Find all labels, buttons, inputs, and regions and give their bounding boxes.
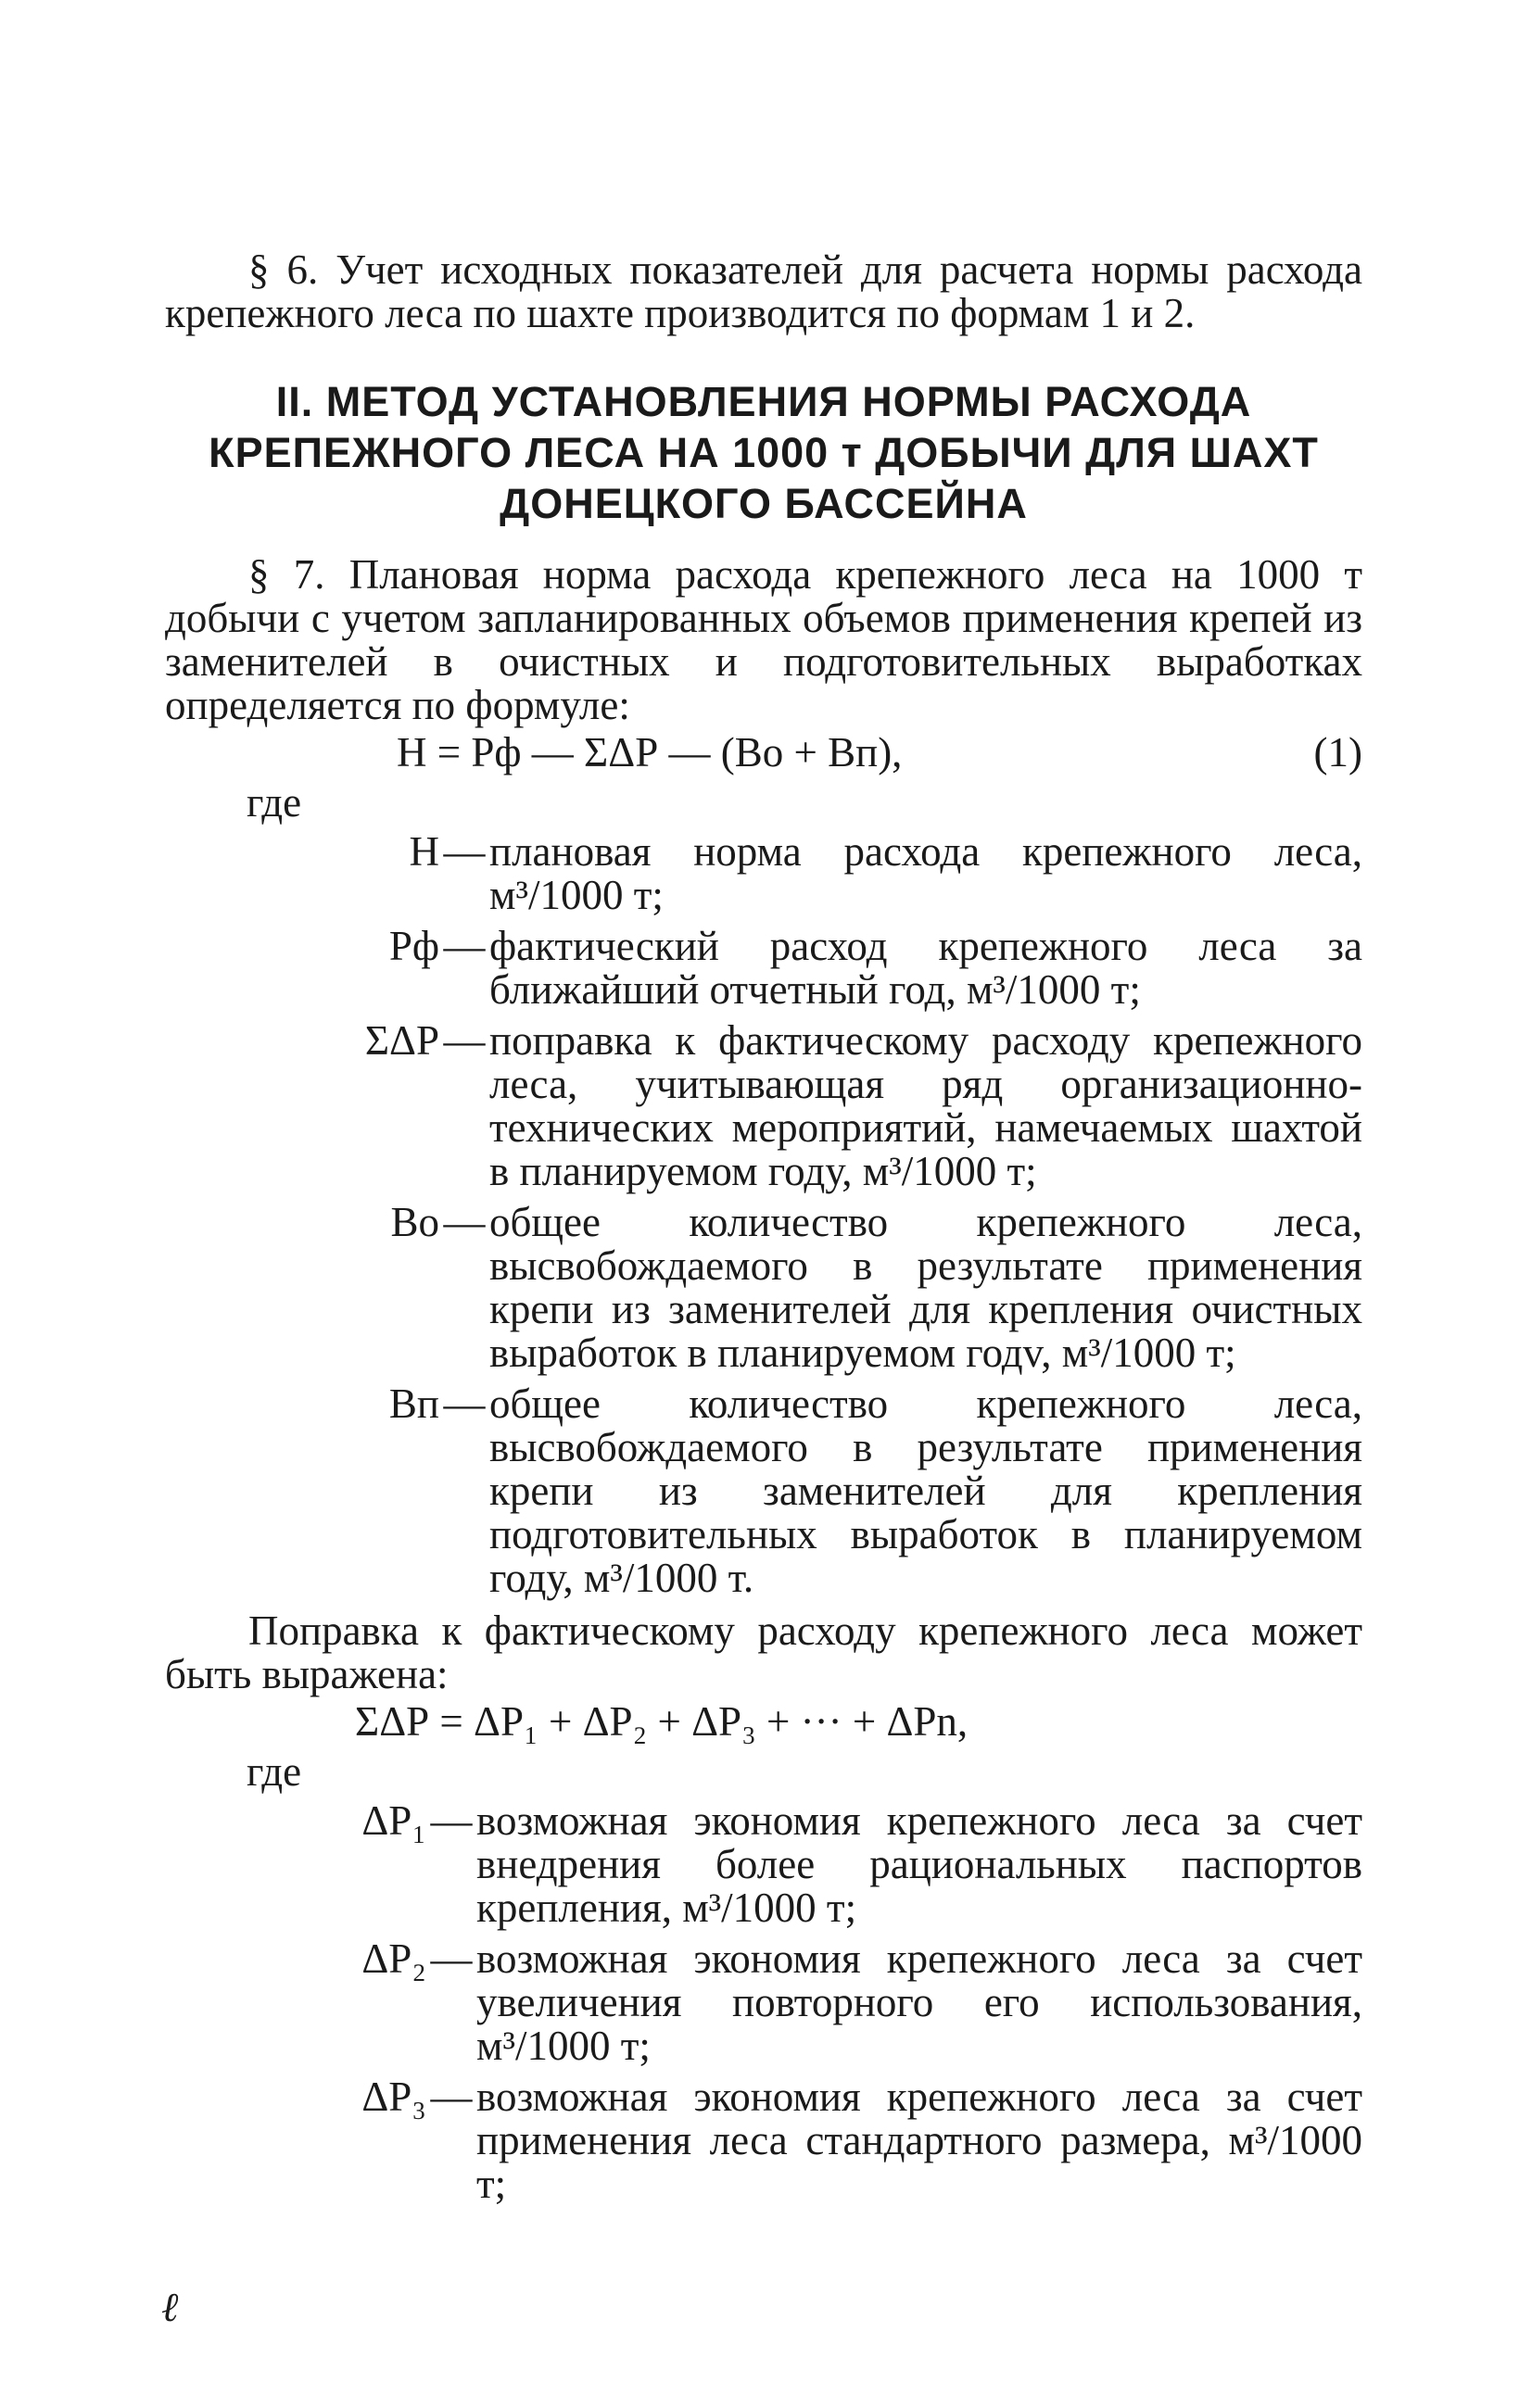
definition-dash: — xyxy=(443,828,486,875)
definition-item xyxy=(165,1201,1362,1375)
heading-line-1: II. МЕТОД УСТАНОВЛЕНИЯ НОРМЫ РАСХОДА xyxy=(275,378,1252,425)
definition-text: фактический расход крепежного леса за ближайший отчетный год, м³/1000 т; xyxy=(489,923,1362,1013)
definition-symbol: Н xyxy=(409,828,439,875)
definition-item xyxy=(165,1937,1362,2068)
definitions-list-2 xyxy=(165,1799,1362,2206)
where-label-1: где xyxy=(247,779,302,826)
formula-1-expression: Н = Рф — ΣΔР — (Во + Вп), xyxy=(397,729,903,775)
formula-2-expression: ΣΔР = ΔР₁ + ΔР₂ + ΔР₃ + ··· + ΔРn, xyxy=(355,1698,969,1745)
definition-dash: — xyxy=(443,1381,486,1427)
document-page xyxy=(165,248,1362,2213)
definition-dash: — xyxy=(430,2074,473,2120)
definition-dash: — xyxy=(443,1199,486,1245)
section-6-paragraph: § 6. Учет исходных показателей для расчета нормы расхода крепежного леса по шахте производится по формам 1 и 2. xyxy=(165,246,1362,336)
definition-symbol: Во xyxy=(390,1199,439,1245)
definition-item xyxy=(165,925,1362,1012)
definition-dash: — xyxy=(430,1935,473,1982)
heading-line-2: КРЕПЕЖНОГО ЛЕСА НА 1000 т ДОБЫЧИ ДЛЯ ШАХТ xyxy=(209,429,1319,476)
correction-paragraph: Поправка к фактическому расходу крепежного леса может быть выражена: xyxy=(165,1607,1362,1697)
definition-text: поправка к фактическому расходу крепежного леса, учитывающая ряд организационно-технических мероприятий, намечаемых шахтой в планируемом году, м³/1000 т; xyxy=(489,1017,1362,1194)
definition-symbol: ΔР₂ xyxy=(361,1935,426,1982)
definition-item xyxy=(165,1799,1362,1930)
definition-text: возможная экономия крепежного леса за счет применения леса стандартного размера, м³/1000 т; xyxy=(476,2074,1362,2207)
definition-item xyxy=(165,1019,1362,1193)
page-mark: ℓ xyxy=(161,2285,179,2330)
heading-line-3: ДОНЕЦКОГО БАССЕЙНА xyxy=(500,480,1028,527)
chapter-heading xyxy=(165,376,1362,529)
definition-text: плановая норма расхода крепежного леса, м³/1000 т; xyxy=(489,828,1362,918)
definition-symbol: ΔР₁ xyxy=(361,1797,426,1844)
definition-item xyxy=(165,1382,1362,1600)
definition-symbol: ΔР₃ xyxy=(361,2074,426,2120)
definition-text: общее количество крепежного леса, высвобождаемого в результате применения крепи из заменителей для крепления подготовительных выработок в планируемом году, м³/1000 т. xyxy=(489,1381,1362,1601)
definition-symbol: Рф xyxy=(388,923,439,969)
formula-2 xyxy=(165,1700,1362,1746)
where-label-2: где xyxy=(247,1748,302,1795)
formula-1 xyxy=(165,731,1362,777)
definitions-list-1 xyxy=(165,830,1362,1600)
definition-item xyxy=(165,2075,1362,2206)
definition-dash: — xyxy=(443,923,486,969)
definition-text: возможная экономия крепежного леса за счет внедрения более рациональных паспортов крепления, м³/1000 т; xyxy=(476,1797,1362,1931)
section-7-paragraph: § 7. Плановая норма расхода крепежного леса на 1000 т добычи с учетом запланированных объемов применения крепей из заменителей в очистных и подготовительных выработках определяется по формуле: xyxy=(165,551,1362,728)
definition-dash: — xyxy=(443,1017,486,1064)
definition-item xyxy=(165,830,1362,917)
definition-dash: — xyxy=(430,1797,473,1844)
definition-text: возможная экономия крепежного леса за счет увеличения повторного его использования, м³/1000 т; xyxy=(476,1935,1362,2069)
definition-symbol: Вп xyxy=(388,1381,439,1427)
definition-symbol: ΣΔР xyxy=(364,1017,439,1064)
formula-1-number: (1) xyxy=(1313,729,1362,775)
definition-text: общее количество крепежного леса, высвобождаемого в результате применения крепи из заменителей для крепления очистных выработок в планируемом годv, м³/1000 т; xyxy=(489,1199,1362,1376)
